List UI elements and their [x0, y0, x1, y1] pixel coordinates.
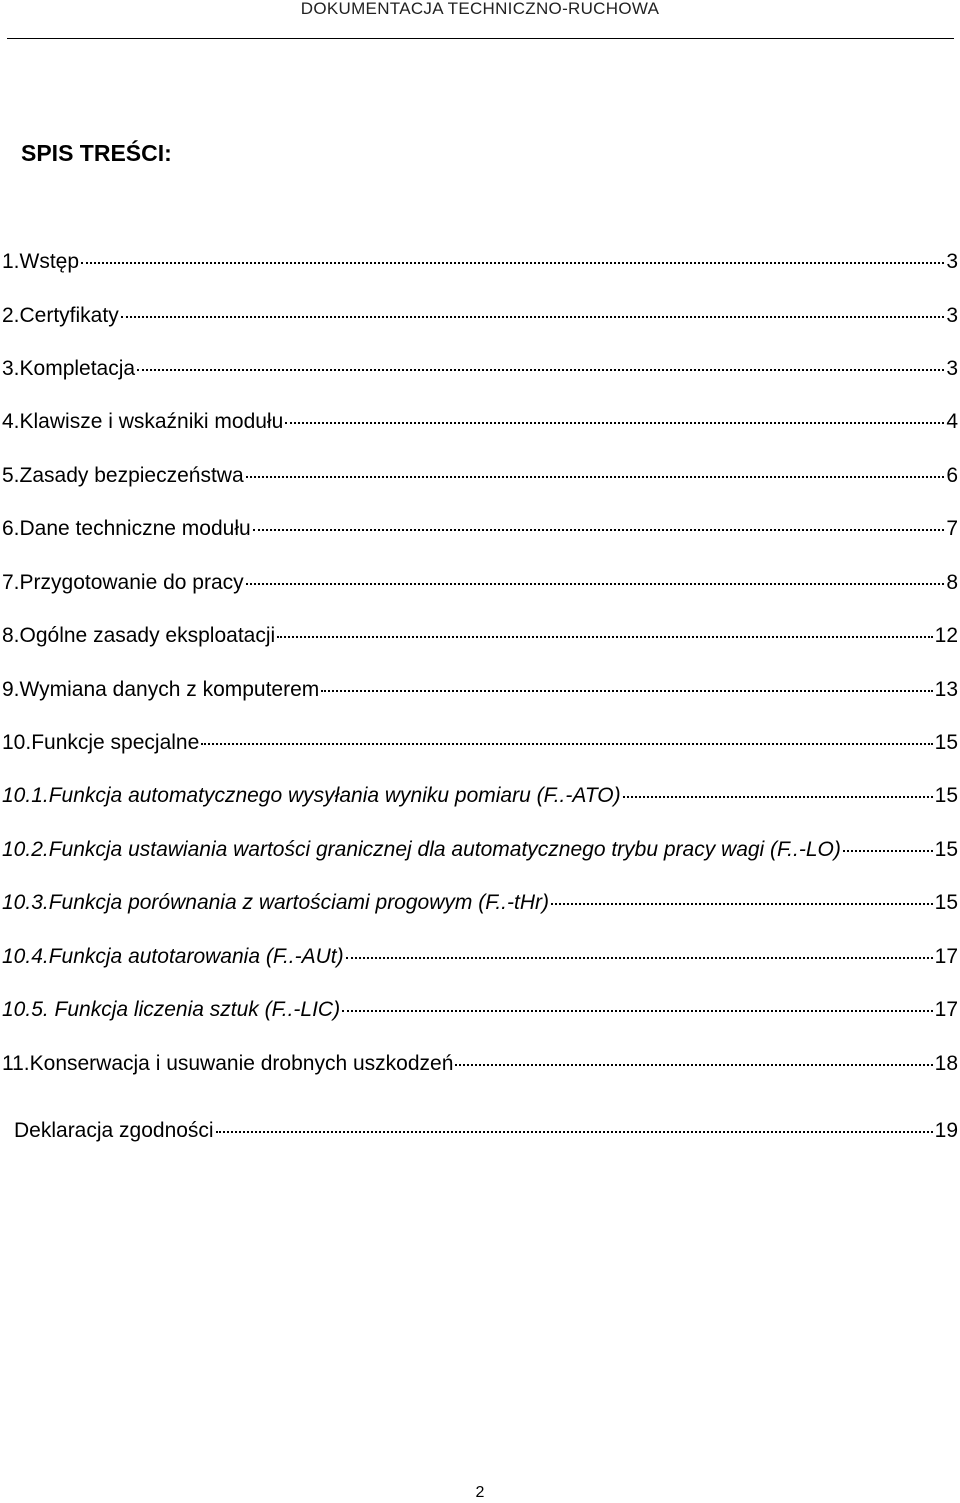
toc-entry-label: 9.Wymiana danych z komputerem: [2, 678, 320, 701]
toc-entry-page: 15: [934, 784, 958, 807]
toc-entry-page: 3: [946, 304, 958, 327]
toc-entry-label: 1.Wstęp: [2, 250, 80, 273]
dot-leader: [216, 1131, 933, 1133]
toc-entry-eksploatacja[interactable]: [2, 622, 960, 650]
toc-entry-label: 4.Klawisze i wskaźniki modułu: [2, 410, 284, 433]
header-divider: [7, 38, 954, 39]
toc-entry-page: 7: [946, 517, 958, 540]
toc-entry-page: 6: [946, 464, 958, 487]
toc-entry-label: 5.Zasady bezpieczeństwa: [2, 464, 244, 487]
toc-entry-label: 10.5. Funkcja liczenia sztuk (F..-LIC): [2, 998, 341, 1021]
toc-entry-page: 19: [934, 1119, 958, 1142]
toc-entry-label: 7.Przygotowanie do pracy: [2, 571, 244, 594]
dot-leader: [277, 636, 932, 638]
toc-entry-label: 10.3.Funkcja porównania z wartościami progowym (F..-tHr): [2, 891, 549, 914]
toc-entry-kompletacja[interactable]: [2, 355, 960, 383]
toc-entry-funkcja-aut[interactable]: [2, 943, 960, 971]
toc-entry-label: 6.Dane techniczne modułu: [2, 517, 251, 540]
toc-entry-funkcja-ato[interactable]: [2, 782, 960, 810]
toc-entry-label: 8.Ogólne zasady eksploatacji: [2, 624, 276, 647]
toc-entry-label: 2.Certyfikaty: [2, 304, 119, 327]
toc-entry-page: 3: [946, 357, 958, 380]
dot-leader: [137, 369, 944, 371]
toc-entry-label: 10.2.Funkcja ustawiania wartości granicznej dla automatycznego trybu pracy wagi (F..-LO): [2, 838, 841, 861]
toc-entry-page: 12: [934, 624, 958, 647]
dot-leader: [623, 796, 933, 798]
toc-entry-page: 17: [934, 945, 958, 968]
toc-entry-page: 3: [946, 250, 958, 273]
document-title: DOKUMENTACJA TECHNICZNO-RUCHOWA: [300, 0, 660, 18]
toc-entry-certyfikaty[interactable]: [2, 302, 960, 330]
toc-entry-label: 3.Kompletacja: [2, 357, 136, 380]
toc-entry-dane-techniczne[interactable]: [2, 515, 960, 543]
toc-entry-wymiana-danych[interactable]: [2, 676, 960, 704]
toc-entry-label: 10.1.Funkcja automatycznego wysyłania wyniku pomiaru (F..-ATO): [2, 784, 621, 807]
dot-leader: [321, 690, 932, 692]
dot-leader: [551, 903, 933, 905]
dot-leader: [455, 1064, 932, 1066]
dot-leader: [285, 422, 944, 424]
toc-heading: SPIS TREŚCI:: [21, 140, 172, 166]
toc-entry-page: 4: [946, 410, 958, 433]
toc-entry-page: 15: [934, 891, 958, 914]
dot-leader: [246, 583, 945, 585]
toc-entry-label: 10.Funkcje specjalne: [2, 731, 200, 754]
dot-leader: [843, 850, 933, 852]
toc-entry-klawisze[interactable]: [2, 408, 960, 436]
toc-entry-deklaracja[interactable]: [14, 1117, 960, 1145]
toc-entry-funkcja-thr[interactable]: [2, 889, 960, 917]
toc-entry-page: 18: [934, 1052, 958, 1075]
dot-leader: [81, 262, 944, 264]
toc-entry-funkcja-lic[interactable]: [2, 996, 960, 1024]
toc-entry-page: 13: [934, 678, 958, 701]
toc-entry-funkcja-lo[interactable]: [2, 836, 960, 864]
toc-entry-page: 8: [946, 571, 958, 594]
toc-entry-funkcje-specjalne[interactable]: [2, 729, 960, 757]
toc-entry-page: 17: [934, 998, 958, 1021]
toc-entry-konserwacja[interactable]: [2, 1050, 960, 1078]
dot-leader: [342, 1010, 933, 1012]
toc-entry-zasady-bezpieczenstwa[interactable]: [2, 462, 960, 490]
dot-leader: [253, 529, 945, 531]
dot-leader: [346, 957, 933, 959]
toc-entry-wstep[interactable]: [2, 248, 960, 276]
toc-entry-przygotowanie[interactable]: [2, 569, 960, 597]
toc-entry-label: 10.4.Funkcja autotarowania (F..-AUt): [2, 945, 344, 968]
toc-entry-page: 15: [934, 838, 958, 861]
page-number: 2: [475, 1484, 485, 1501]
page-header: [0, 0, 960, 40]
dot-leader: [121, 316, 945, 318]
dot-leader: [246, 476, 945, 478]
toc-entry-label: Deklaracja zgodności: [14, 1119, 214, 1142]
dot-leader: [201, 743, 932, 745]
toc-entry-page: 15: [934, 731, 958, 754]
toc-entry-label: 11.Konserwacja i usuwanie drobnych uszkodzeń: [2, 1052, 454, 1075]
